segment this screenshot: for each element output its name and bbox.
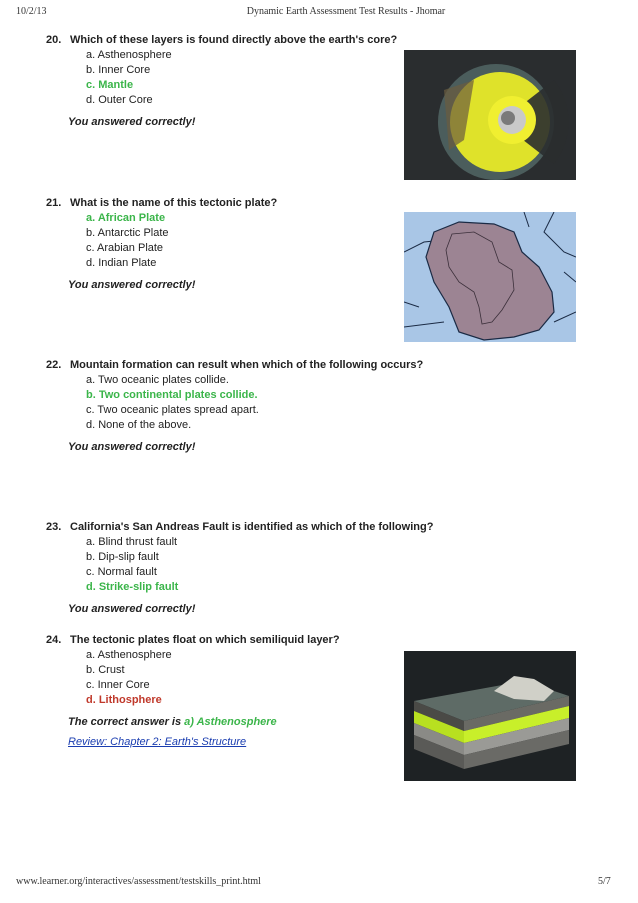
option-d: d. Indian Plate bbox=[86, 257, 157, 269]
correct-answer: a) Asthenosphere bbox=[184, 716, 277, 728]
question-title: 21. What is the name of this tectonic plate? bbox=[46, 197, 278, 209]
question-23 bbox=[46, 521, 606, 615]
option-a: a. Two oceanic plates collide. bbox=[86, 374, 229, 386]
option-a: a. Asthenosphere bbox=[86, 649, 172, 661]
option-a-correct: a. African Plate bbox=[86, 212, 166, 224]
option-c-correct: c. Mantle bbox=[86, 79, 134, 91]
page-url: www.learner.org/interactives/assessment/testskills_print.html bbox=[16, 876, 261, 887]
option-c: c. Normal fault bbox=[86, 566, 157, 578]
african-plate-map-image bbox=[404, 212, 576, 342]
page-number: 5/7 bbox=[598, 876, 611, 887]
result-message: You answered correctly! bbox=[68, 441, 196, 453]
page-title: Dynamic Earth Assessment Test Results - Jhomar bbox=[246, 6, 446, 17]
option-b: b. Crust bbox=[86, 664, 125, 676]
option-c: c. Arabian Plate bbox=[86, 242, 164, 254]
option-d: d. Outer Core bbox=[86, 94, 153, 106]
option-b: b. Antarctic Plate bbox=[86, 227, 169, 239]
earth-layers-image bbox=[404, 50, 576, 180]
option-b-correct: b. Two continental plates collide. bbox=[86, 389, 258, 401]
question-title: 20. Which of these layers is found directly above the earth's core? bbox=[46, 34, 398, 46]
print-date: 10/2/13 bbox=[16, 6, 47, 17]
question-title: 23. California's San Andreas Fault is identified as which of the following? bbox=[46, 521, 434, 533]
option-d-correct: d. Strike-slip fault bbox=[86, 581, 179, 593]
option-b: b. Inner Core bbox=[86, 64, 151, 76]
option-d-selected-wrong: d. Lithosphere bbox=[86, 694, 162, 706]
option-b: b. Dip-slip fault bbox=[86, 551, 159, 563]
correct-answer-message: The correct answer is a) Asthenosphere bbox=[68, 716, 277, 728]
result-message: You answered correctly! bbox=[68, 116, 196, 128]
option-c: c. Inner Core bbox=[86, 679, 150, 691]
option-c: c. Two oceanic plates spread apart. bbox=[86, 404, 259, 416]
option-a: a. Asthenosphere bbox=[86, 49, 172, 61]
earth-layers-cross-section-image bbox=[404, 651, 576, 781]
option-a: a. Blind thrust fault bbox=[86, 536, 178, 548]
review-chapter-link[interactable]: Review: Chapter 2: Earth's Structure bbox=[68, 736, 247, 748]
result-message: You answered correctly! bbox=[68, 603, 196, 615]
question-title: 24. The tectonic plates float on which semiliquid layer? bbox=[46, 634, 340, 646]
result-message: You answered correctly! bbox=[68, 279, 196, 291]
question-22 bbox=[46, 359, 606, 453]
option-d: d. None of the above. bbox=[86, 419, 192, 431]
question-title: 22. Mountain formation can result when which of the following occurs? bbox=[46, 359, 424, 371]
